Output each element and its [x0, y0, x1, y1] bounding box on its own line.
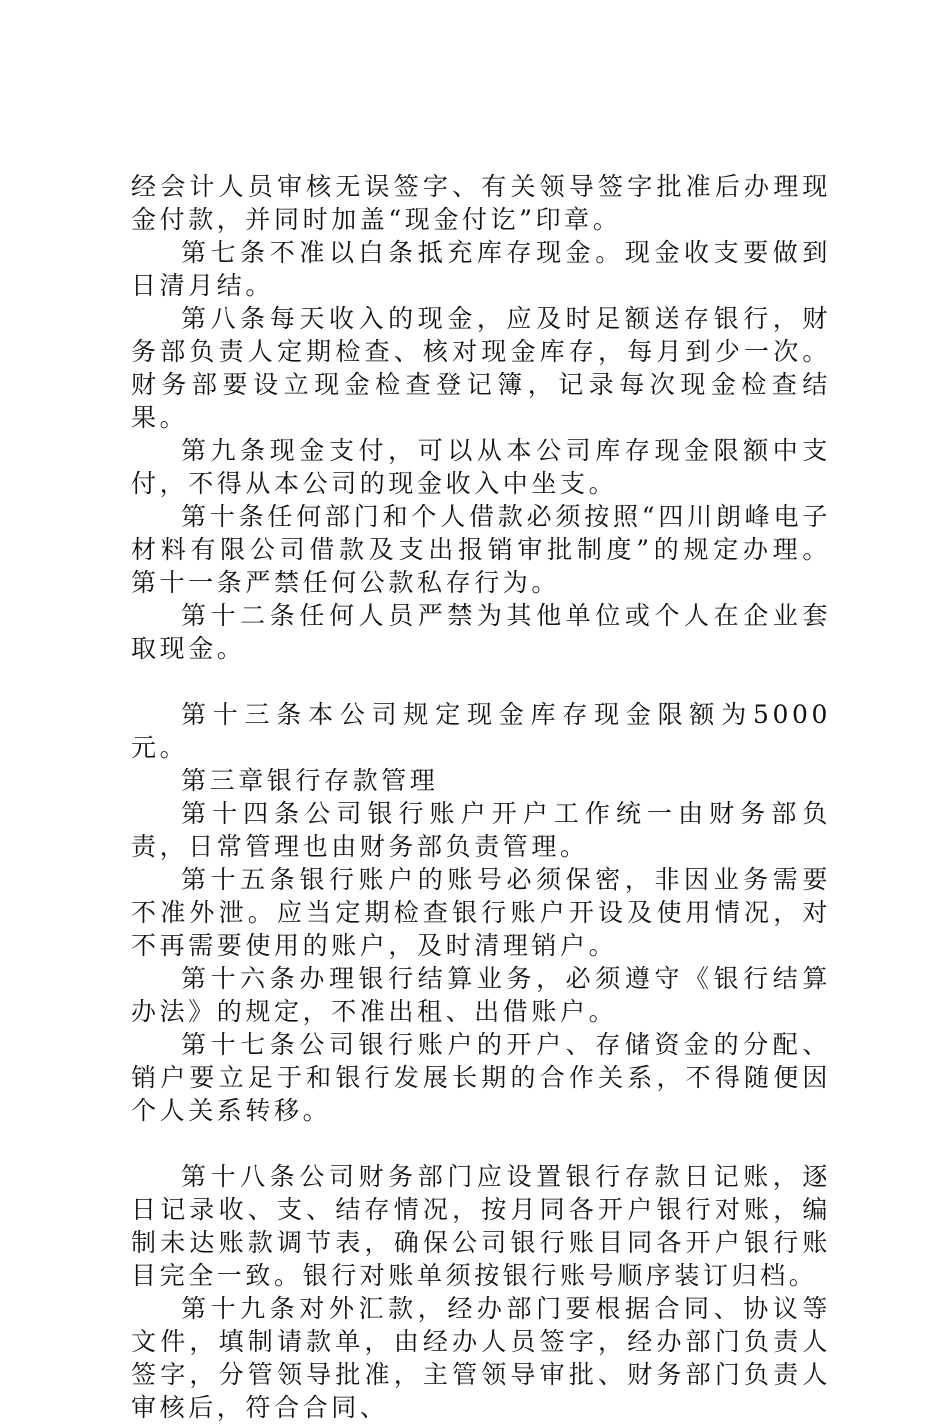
- paragraph-article-15: 第十五条银行账户的账号必须保密，非因业务需要不准外泄。应当定期检查银行账户开设及使用情况，对不再需要使用的账户，及时清理销户。: [131, 865, 831, 960]
- paragraph-article-7: 第七条不准以白条抵充库存现金。现金收支要做到日清月结。: [131, 238, 831, 300]
- paragraph-article-8: 第八条每天收入的现金，应及时足额送存银行，财务部负责人定期检查、核对现金库存，每月到少一次。财务部要设立现金检查登记簿，记录每次现金检查结果。: [131, 304, 831, 432]
- document-body: [131, 170, 831, 1424]
- paragraph-gap: [131, 1127, 831, 1160]
- paragraph-article-14: 第十四条公司银行账户开户工作统一由财务部负责，日常管理也由财务部负责管理。: [131, 799, 831, 861]
- paragraph-article-9: 第九条现金支付，可以从本公司库存现金限额中支付，不得从本公司的现金收入中坐支。: [131, 436, 831, 498]
- paragraph-continued: 经会计人员审核无误签字、有关领导签字批准后办理现金付款，并同时加盖“现金付讫”印章。: [131, 172, 831, 234]
- paragraph-article-16: 第十六条办理银行结算业务，必须遵守《银行结算办法》的规定，不准出租、出借账户。: [131, 964, 831, 1026]
- paragraph-article-12: 第十二条任何人员严禁为其他单位或个人在企业套取现金。: [131, 601, 831, 663]
- paragraph-article-17: 第十七条公司银行账户的开户、存储资金的分配、销户要立足于和银行发展长期的合作关系，不得随便因个人关系转移。: [131, 1030, 831, 1125]
- paragraph-article-19: 第十九条对外汇款，经办部门要根据合同、协议等文件，填制请款单，由经办人员签字，经办部门负责人签字，分管领导批准，主管领导审批、财务部门负责人审核后，符合合同、: [131, 1294, 831, 1422]
- chapter-heading: 第三章银行存款管理: [181, 766, 439, 795]
- paragraph-gap: [131, 665, 831, 698]
- paragraph-article-13: 第十三条本公司规定现金库存现金限额为5000元。: [131, 700, 831, 762]
- paragraph-article-18: 第十八条公司财务部门应设置银行存款日记账，逐日记录收、支、结存情况，按月同各开户银行对账，编制未达账款调节表，确保公司银行账目同各开户银行账目完全一致。银行对账单须按银行账号顺序装订归档。: [131, 1162, 831, 1290]
- paragraph-article-10-11: 第十条任何部门和个人借款必须按照“四川朗峰电子材料有限公司借款及支出报销审批制度”的规定办理。第十一条严禁任何公款私存行为。: [131, 502, 831, 597]
